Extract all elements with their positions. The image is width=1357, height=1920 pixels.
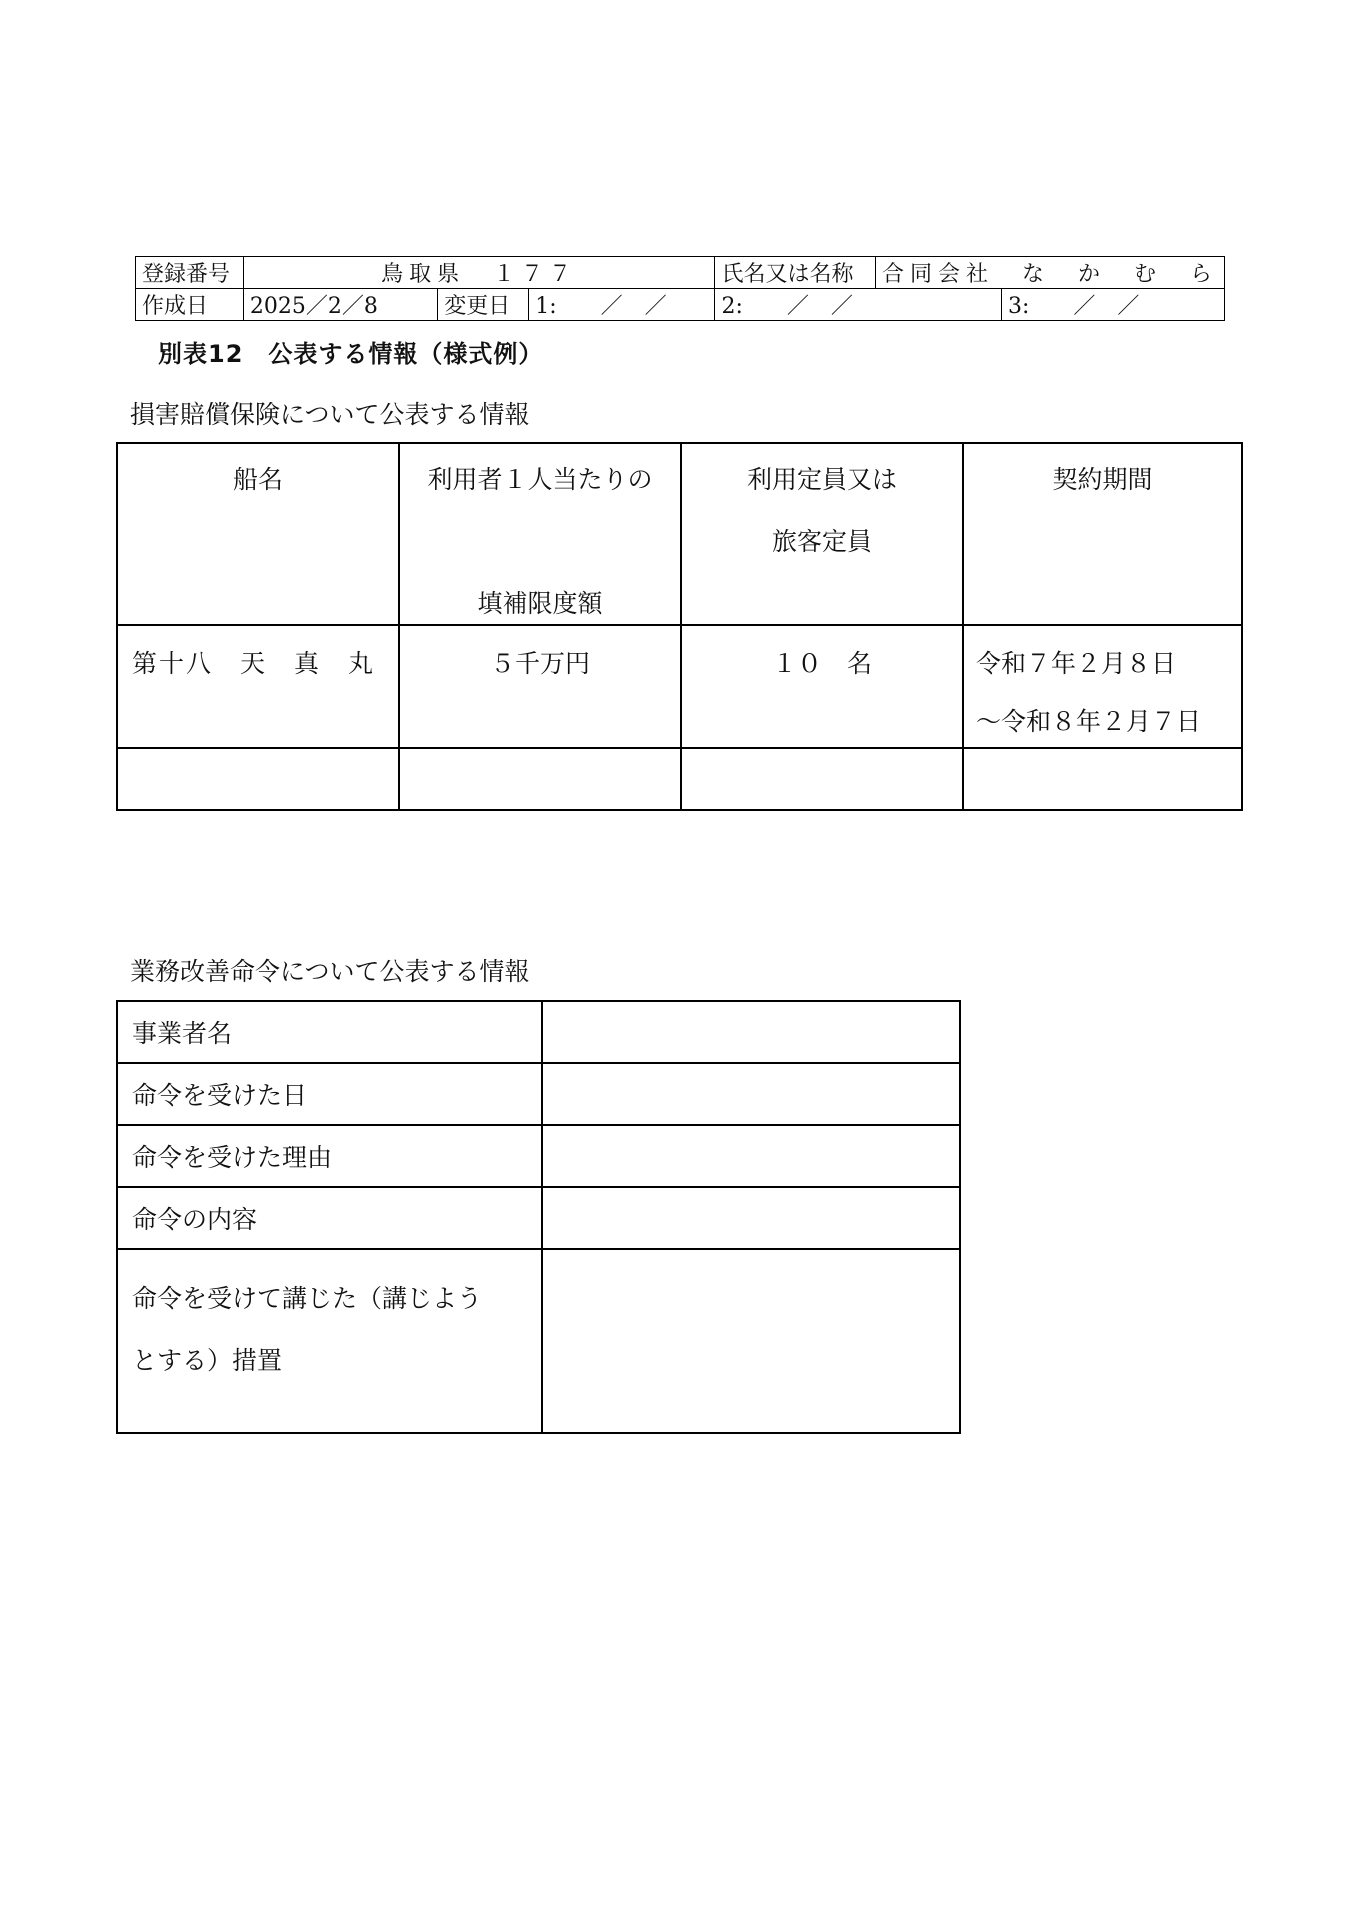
reg-no-label: 登録番号 (136, 257, 244, 289)
change-1: 1: ／ ／ (529, 289, 715, 321)
capacity-cell (681, 625, 963, 748)
header-period (963, 443, 1242, 625)
header-limit-line1: 利用者１人当たりの (427, 465, 653, 494)
page-title: 別表12 公表する情報（様式例） (158, 340, 544, 368)
order-label: 命令を受けた理由 (117, 1125, 542, 1187)
reg-no-value: 鳥取県 １７７ (243, 257, 715, 289)
header-capacity-line2: 旅客定員 (771, 527, 872, 556)
header-limit (399, 443, 681, 625)
measures-line1: 命令を受けて講じた（講じよう (132, 1284, 483, 1313)
order-value (542, 1125, 960, 1187)
order-heading: 業務改善命令について公表する情報 (130, 957, 530, 986)
order-label: 命令を受けた日 (117, 1063, 542, 1125)
limit-cell (399, 625, 681, 748)
name-label: 氏名又は名称 (715, 257, 875, 289)
ship-name-cell (117, 625, 399, 748)
table-row (117, 1063, 960, 1125)
table-row (117, 1001, 960, 1063)
table-row (117, 1249, 960, 1433)
period-line1: 令和７年２月８日 (976, 649, 1177, 678)
insurance-heading: 損害賠償保険について公表する情報 (130, 400, 530, 429)
period-line2: ～令和８年２月７日 (976, 707, 1202, 736)
table-row-empty (117, 748, 1242, 810)
limit-value: ５千万円 (489, 649, 590, 678)
measures-line2: とする）措置 (132, 1346, 283, 1375)
order-value (542, 1063, 960, 1125)
order-value (542, 1249, 960, 1433)
created-value: 2025／2／8 (243, 289, 437, 321)
insurance-table (116, 442, 1243, 811)
empty-cell (117, 748, 399, 810)
header-ship (117, 443, 399, 625)
order-value (542, 1001, 960, 1063)
order-label-measures (117, 1249, 542, 1433)
table-row (117, 1125, 960, 1187)
order-label: 命令の内容 (117, 1187, 542, 1249)
header-period-text: 契約期間 (1052, 465, 1153, 494)
empty-cell (963, 748, 1242, 810)
empty-cell (681, 748, 963, 810)
period-cell (963, 625, 1242, 748)
created-label: 作成日 (136, 289, 244, 321)
name-value: 合同会社 な か む ら (875, 257, 1224, 289)
header-limit-line2: 填補限度額 (477, 589, 603, 618)
changed-label: 変更日 (438, 289, 529, 321)
change-2: 2: ／ ／ (715, 289, 1002, 321)
order-table (116, 1000, 961, 1434)
table-row (117, 1187, 960, 1249)
registration-table (135, 256, 1225, 321)
order-label: 事業者名 (117, 1001, 542, 1063)
capacity-value: １０ 名 (771, 649, 872, 678)
empty-cell (399, 748, 681, 810)
header-capacity (681, 443, 963, 625)
header-ship-text: 船名 (232, 465, 283, 494)
ship-name: 第十八 天 真 丸 (132, 649, 376, 678)
order-value (542, 1187, 960, 1249)
change-3: 3: ／ ／ (1001, 289, 1224, 321)
table-row (117, 625, 1242, 748)
header-capacity-line1: 利用定員又は (746, 465, 897, 494)
